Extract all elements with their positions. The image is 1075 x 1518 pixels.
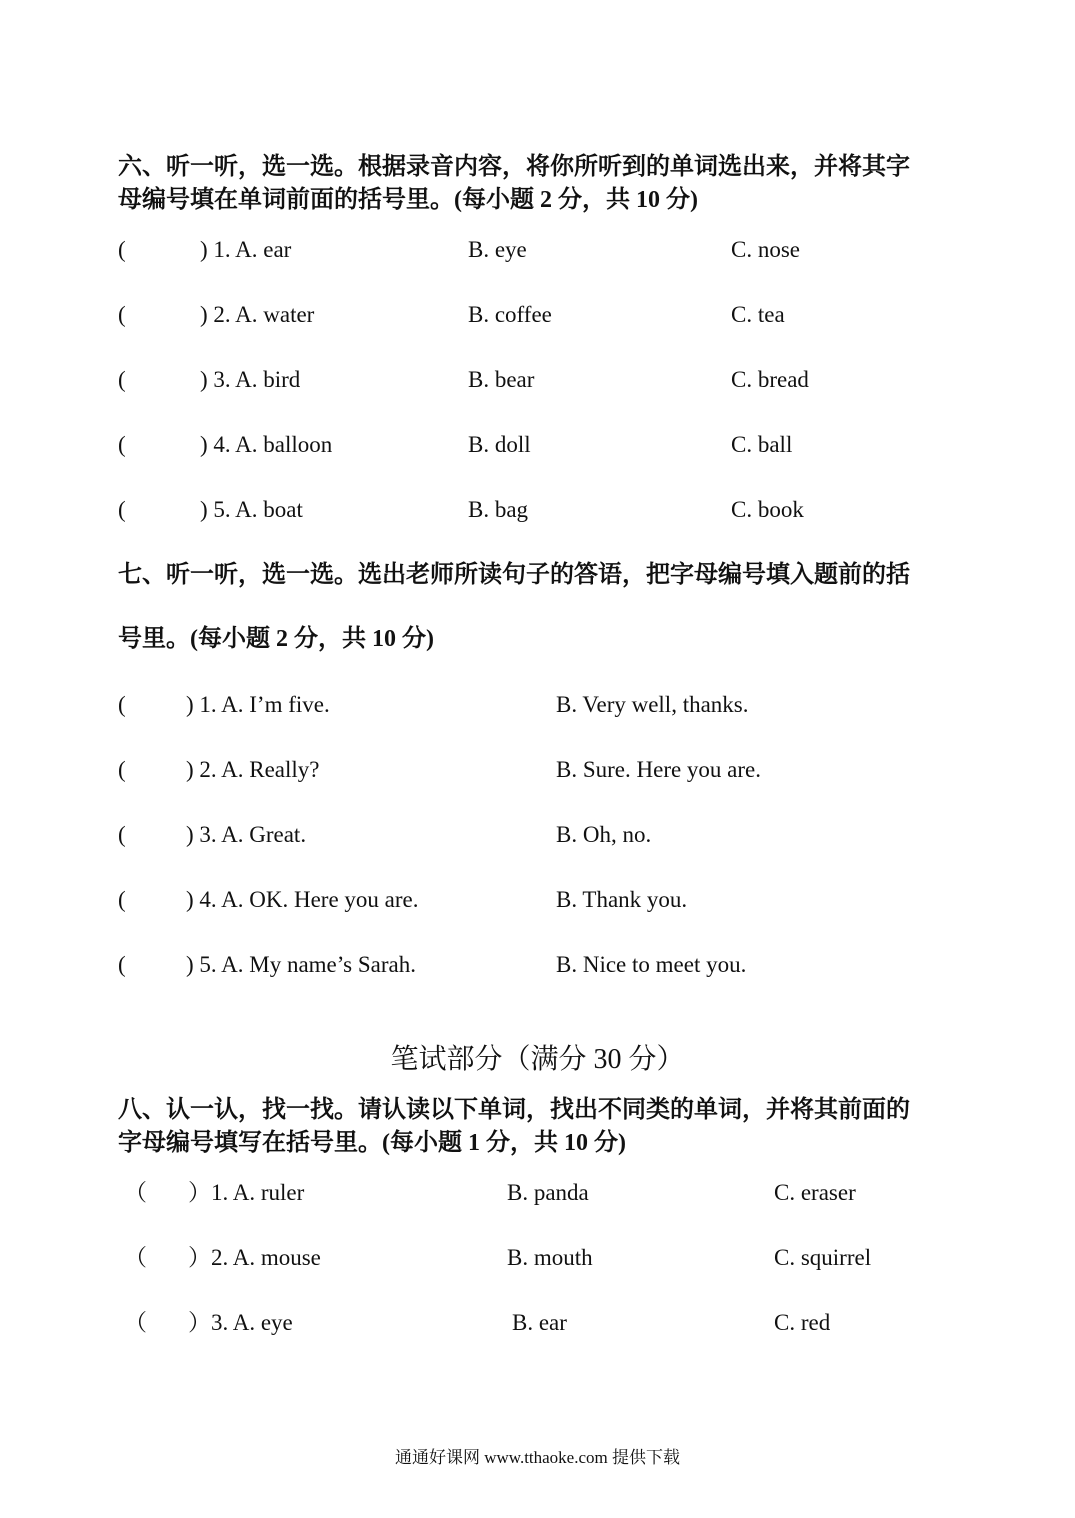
answer-bracket: （ [124, 1180, 147, 1205]
section6-item [0, 430, 1075, 460]
section7-item [0, 690, 1075, 720]
option-a: ）1. A. ruler [188, 1180, 305, 1205]
section6-heading-line2: 母编号填在单词前面的括号里。(每小题 2 分，共 10 分) [118, 187, 698, 213]
option-c: C. bread [731, 367, 809, 392]
option-a: ) 5. A. boat [200, 497, 303, 522]
option-b: B. Very well, thanks. [556, 692, 749, 717]
option-b: B. ear [512, 1310, 567, 1335]
option-c: C. book [731, 497, 804, 522]
answer-bracket: ( [118, 952, 126, 977]
answer-bracket: ( [118, 367, 126, 392]
footer-source: 通通好课网 www.tthaoke.com 提供下载 [394, 1448, 681, 1467]
section7-item [0, 950, 1075, 980]
section7-item [0, 820, 1075, 850]
section6-item [0, 365, 1075, 395]
option-a: ) 3. A. bird [200, 367, 301, 392]
option-b: B. Sure. Here you are. [556, 757, 762, 782]
option-a: ）2. A. mouse [188, 1245, 321, 1270]
answer-bracket: ( [118, 302, 126, 327]
option-a: ) 2. A. water [200, 302, 315, 327]
option-c: C. tea [731, 302, 785, 327]
answer-bracket: （ [124, 1245, 147, 1270]
section6-heading-line1: 六、听一听，选一选。根据录音内容，将你所听到的单词选出来，并将其字 [118, 154, 910, 180]
option-b: B. panda [507, 1180, 589, 1205]
option-a: ) 1. A. I’m five. [186, 692, 330, 717]
option-a: ) 5. A. My name’s Sarah. [186, 952, 416, 977]
option-a: ) 1. A. ear [200, 237, 292, 262]
option-c: C. nose [731, 237, 800, 262]
answer-bracket: ( [118, 822, 126, 847]
option-a: ) 3. A. Great. [186, 822, 307, 847]
section6-item [0, 495, 1075, 525]
option-c: C. red [774, 1310, 831, 1335]
answer-bracket: ( [118, 237, 126, 262]
option-b: B. eye [468, 237, 527, 262]
option-b: B. coffee [468, 302, 552, 327]
answer-bracket: ( [118, 887, 126, 912]
section6-item [0, 235, 1075, 265]
option-b: B. Thank you. [556, 887, 688, 912]
answer-bracket: ( [118, 757, 126, 782]
option-b: B. bear [468, 367, 535, 392]
section6-item [0, 300, 1075, 330]
section8-item [0, 1178, 1075, 1208]
written-part-title: 笔试部分（满分 30 分） [390, 1044, 685, 1075]
option-b: B. doll [468, 432, 531, 457]
option-a: ）3. A. eye [188, 1310, 293, 1335]
option-b: B. bag [468, 497, 529, 522]
option-a: ) 4. A. OK. Here you are. [186, 887, 419, 912]
option-a: ) 4. A. balloon [200, 432, 333, 457]
answer-bracket: ( [118, 692, 126, 717]
option-a: ) 2. A. Really? [186, 757, 320, 782]
option-b: B. Oh, no. [556, 822, 652, 847]
option-b: B. mouth [507, 1245, 593, 1270]
section8-heading-line2: 字母编号填写在括号里。(每小题 1 分，共 10 分) [118, 1130, 626, 1156]
answer-bracket: （ [124, 1310, 147, 1335]
section7-item [0, 755, 1075, 785]
answer-bracket: ( [118, 432, 126, 457]
section7-heading-line1: 七、听一听，选一选。选出老师所读句子的答语，把字母编号填入题前的括 [118, 562, 910, 588]
option-b: B. Nice to meet you. [556, 952, 747, 977]
option-c: C. squirrel [774, 1245, 872, 1270]
section8-heading-line1: 八、认一认，找一找。请认读以下单词，找出不同类的单词，并将其前面的 [118, 1097, 910, 1123]
option-c: C. eraser [774, 1180, 856, 1205]
option-c: C. ball [731, 432, 793, 457]
section8-item [0, 1243, 1075, 1273]
section8-item [0, 1308, 1075, 1338]
section7-item [0, 885, 1075, 915]
section7-heading-line2: 号里。(每小题 2 分，共 10 分) [118, 626, 434, 652]
answer-bracket: ( [118, 497, 126, 522]
